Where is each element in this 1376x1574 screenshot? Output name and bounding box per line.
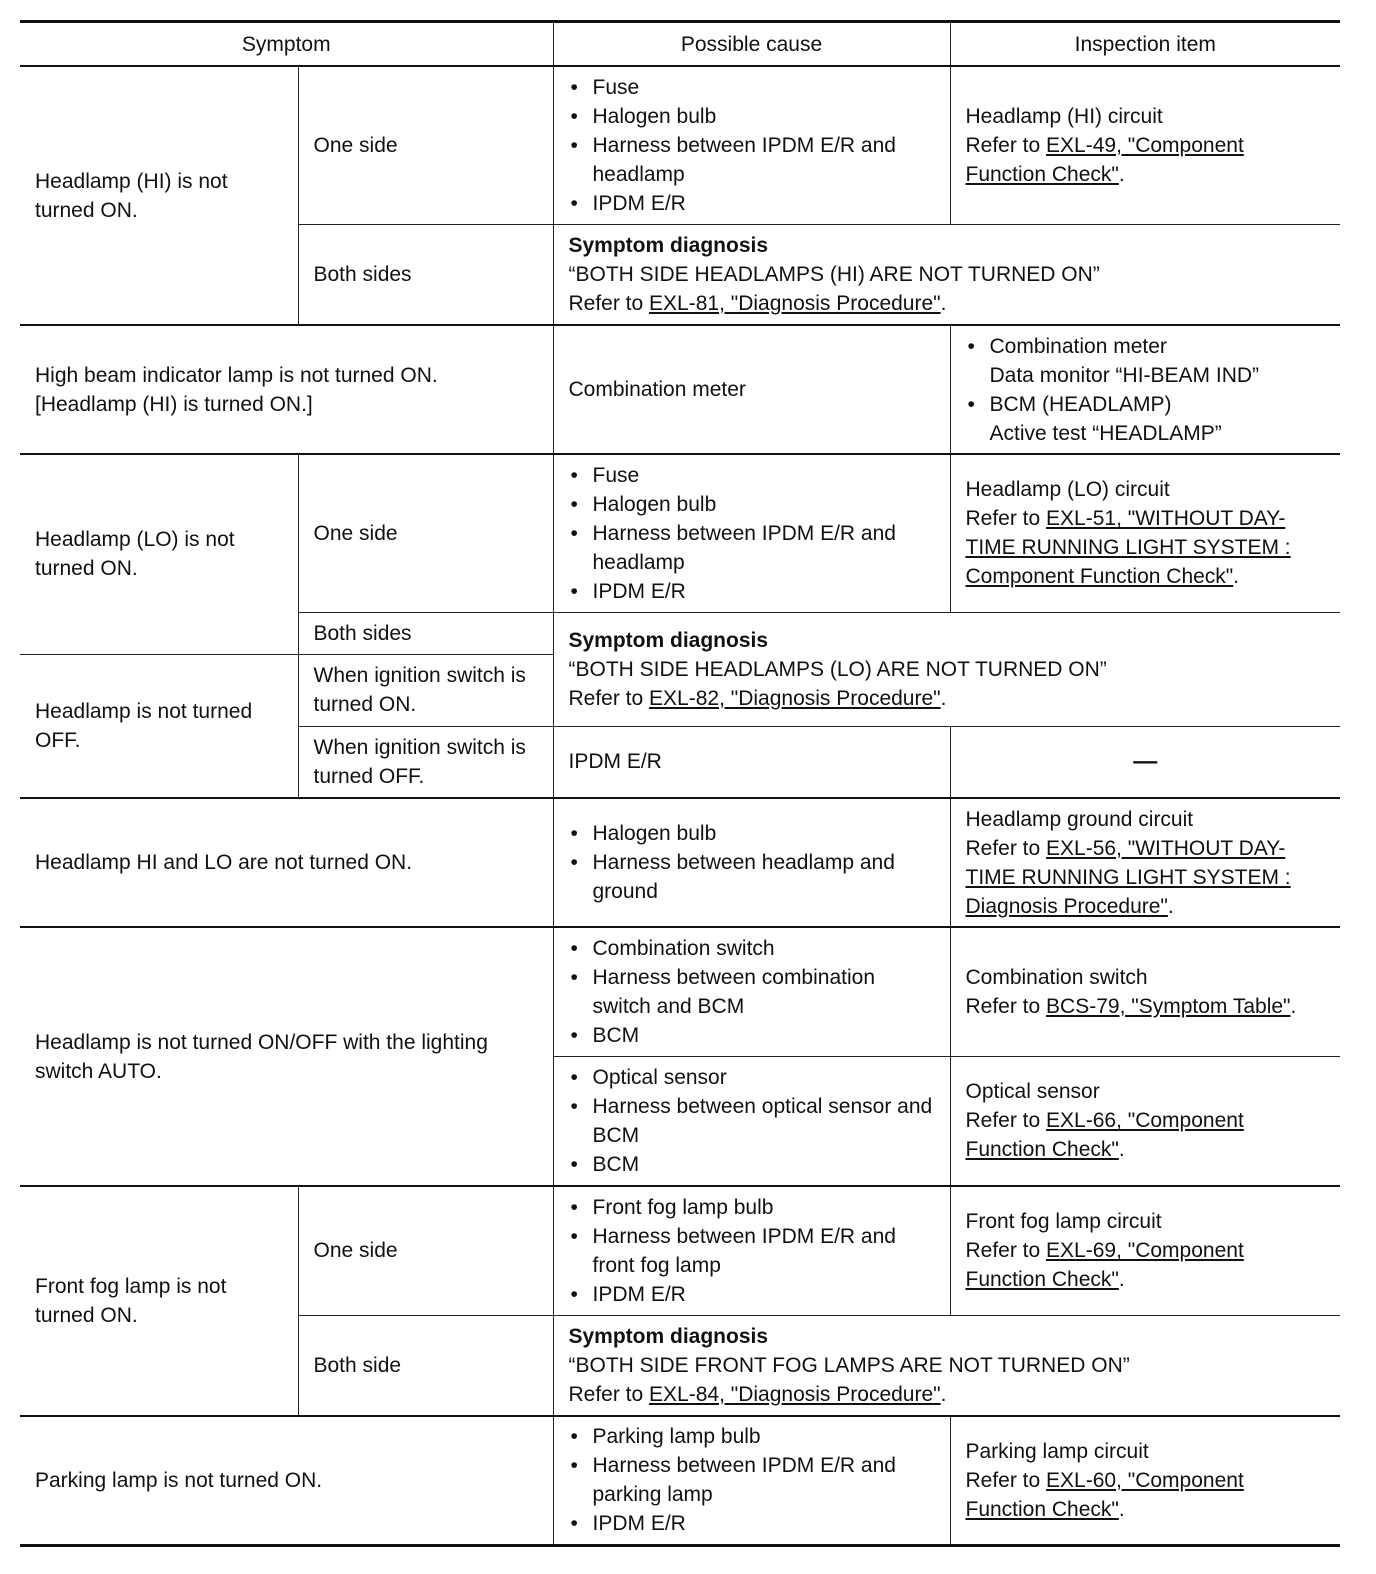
cause-list [569, 461, 935, 606]
header-possible-cause: Possible cause [553, 22, 950, 67]
cause-cell [553, 927, 950, 1056]
cause-list [569, 1422, 935, 1538]
cause-cell: Combination meter [553, 325, 950, 454]
cause-cell: IPDM E/R [553, 726, 950, 798]
symptom-cell: Parking lamp is not turned ON. [20, 1416, 553, 1545]
cause-cell [553, 1416, 950, 1545]
cause-cell [553, 1186, 950, 1315]
diagnosis-cell: Symptom diagnosis “BOTH SIDE FRONT FOG LAMPS ARE NOT TURNED ON” Refer to EXL-84, "Diagnosis Procedure". [553, 1315, 1340, 1416]
diagnosis-text: “BOTH SIDE HEADLAMPS (LO) ARE NOT TURNED ON” [568, 657, 1107, 681]
symptom-table [20, 20, 1340, 1547]
refer-label: Refer to [965, 507, 1041, 531]
refer-label: Refer to [965, 133, 1041, 157]
symptom-cell: Headlamp (LO) is not turned ON. [20, 454, 298, 654]
inspection-cell: Headlamp (HI) circuit Refer to EXL-49, "Component Function Check". [950, 66, 1340, 224]
table-row [20, 1416, 1340, 1545]
inspection-cell: Parking lamp circuit Refer to EXL-60, "Component Function Check". [950, 1416, 1340, 1545]
inspection-cell: Front fog lamp circuit Refer to EXL-69, "Component Function Check". [950, 1186, 1340, 1315]
side-cell: Both sides [298, 612, 553, 654]
condition-cell: When ignition switch is turned ON. [298, 654, 553, 726]
table-header-row [20, 22, 1340, 67]
list-item: • IPDM E/R [569, 1280, 935, 1309]
diagnosis-text: “BOTH SIDE FRONT FOG LAMPS ARE NOT TURNED ON” [568, 1353, 1130, 1377]
list-item: • Harness between combination switch and BCM [569, 963, 935, 1021]
table-row [20, 1186, 1340, 1315]
reference-link[interactable]: EXL-49, "Component Function Check" [965, 133, 1244, 186]
diagnosis-cell: Symptom diagnosis “BOTH SIDE HEADLAMPS (LO) ARE NOT TURNED ON” Refer to EXL-82, "Diagnosis Procedure". [553, 612, 1340, 726]
symptom-cell: Headlamp HI and LO are not turned ON. [20, 798, 553, 927]
list-item: • BCM [569, 1021, 935, 1050]
list-item: • Halogen bulb [569, 490, 935, 519]
inspection-title: Headlamp ground circuit [965, 807, 1194, 831]
list-item: • IPDM E/R [569, 1509, 935, 1538]
header-inspection-item: Inspection item [950, 22, 1340, 67]
refer-label: Refer to [965, 1468, 1041, 1492]
side-cell: Both sides [298, 224, 553, 325]
symptom-line: High beam indicator lamp is not turned ON. [35, 363, 438, 387]
inspection-title: Combination switch [965, 965, 1148, 989]
list-item: • Front fog lamp bulb [569, 1193, 935, 1222]
inspection-cell [950, 325, 1340, 454]
symptom-diagnosis-label: Symptom diagnosis [568, 233, 769, 257]
refer-label: Refer to [568, 686, 644, 710]
symptom-diagnosis-label: Symptom diagnosis [568, 1324, 769, 1348]
symptom-line: [Headlamp (HI) is turned ON.] [35, 392, 313, 416]
symptom-cell: Headlamp is not turned OFF. [20, 654, 298, 798]
inspection-cell: Combination switch Refer to BCS-79, "Symptom Table". [950, 927, 1340, 1056]
symptom-cell [20, 325, 553, 454]
side-cell: One side [298, 1186, 553, 1315]
list-item: • Harness between headlamp and ground [569, 848, 935, 906]
inspection-cell: — [950, 726, 1340, 798]
list-item: • Fuse [569, 461, 935, 490]
table-row [20, 66, 1340, 224]
list-item: • Harness between optical sensor and BCM [569, 1092, 935, 1150]
list-item: • Harness between IPDM E/R and front fog lamp [569, 1222, 935, 1280]
list-item: • IPDM E/R [569, 577, 935, 606]
list-item: • Combination meter Data monitor “HI-BEAM IND” [966, 332, 1326, 390]
inspection-list [966, 332, 1326, 448]
cause-list [569, 819, 935, 906]
cause-cell [553, 1056, 950, 1186]
reference-link[interactable]: BCS-79, "Symptom Table" [1046, 994, 1291, 1018]
list-item: • Optical sensor [569, 1063, 935, 1092]
reference-link[interactable]: EXL-60, "Component Function Check" [965, 1468, 1244, 1521]
list-item: • Parking lamp bulb [569, 1422, 935, 1451]
table-row [20, 927, 1340, 1056]
cause-list [569, 1063, 935, 1179]
side-cell: One side [298, 454, 553, 612]
cause-cell [553, 454, 950, 612]
refer-label: Refer to [568, 291, 644, 315]
inspection-title: Headlamp (LO) circuit [965, 478, 1170, 502]
symptom-diagnosis-label: Symptom diagnosis [568, 628, 769, 652]
reference-link[interactable]: EXL-51, "WITHOUT DAY-TIME RUNNING LIGHT SYSTEM : Component Function Check" [965, 507, 1291, 589]
reference-link[interactable]: EXL-69, "Component Function Check" [965, 1239, 1244, 1292]
symptom-cell: Headlamp (HI) is not turned ON. [20, 66, 298, 325]
inspection-title: Parking lamp circuit [965, 1439, 1149, 1463]
inspection-cell: Headlamp ground circuit Refer to EXL-56, "WITHOUT DAY-TIME RUNNING LIGHT SYSTEM : Diagnosis Procedure". [950, 798, 1340, 927]
cause-list [569, 1193, 935, 1309]
inspection-title: Optical sensor [965, 1080, 1100, 1104]
side-cell: One side [298, 66, 553, 224]
list-item: • Halogen bulb [569, 102, 935, 131]
refer-label: Refer to [965, 836, 1041, 860]
reference-link[interactable]: EXL-84, "Diagnosis Procedure" [649, 1382, 941, 1406]
list-item: • BCM [569, 1150, 935, 1179]
list-item: • Harness between IPDM E/R and parking lamp [569, 1451, 935, 1509]
cause-cell [553, 798, 950, 927]
list-item: • Fuse [569, 73, 935, 102]
table-row [20, 798, 1340, 927]
diagnosis-text: “BOTH SIDE HEADLAMPS (HI) ARE NOT TURNED ON” [568, 262, 1100, 286]
list-item: • Halogen bulb [569, 819, 935, 848]
condition-cell: When ignition switch is turned OFF. [298, 726, 553, 798]
cause-list [569, 934, 935, 1050]
refer-label: Refer to [965, 1239, 1041, 1263]
list-item: • BCM (HEADLAMP) Active test “HEADLAMP” [966, 390, 1326, 448]
inspection-cell: Headlamp (LO) circuit Refer to EXL-51, "WITHOUT DAY-TIME RUNNING LIGHT SYSTEM : Component Function Check". [950, 454, 1340, 612]
refer-label: Refer to [965, 994, 1041, 1018]
list-item: • IPDM E/R [569, 189, 935, 218]
diagnosis-cell: Symptom diagnosis “BOTH SIDE HEADLAMPS (HI) ARE NOT TURNED ON” Refer to EXL-81, "Diagnosis Procedure". [553, 224, 1340, 325]
refer-label: Refer to [568, 1382, 644, 1406]
list-item: • Harness between IPDM E/R and headlamp [569, 131, 935, 189]
side-cell: Both side [298, 1315, 553, 1416]
symptom-cell: Headlamp is not turned ON/OFF with the lighting switch AUTO. [20, 927, 553, 1186]
reference-link[interactable]: EXL-66, "Component Function Check" [965, 1109, 1244, 1162]
reference-link[interactable]: EXL-81, "Diagnosis Procedure" [649, 291, 941, 315]
table-row [20, 325, 1340, 454]
inspection-title: Headlamp (HI) circuit [965, 104, 1163, 128]
list-item: • Harness between IPDM E/R and headlamp [569, 519, 935, 577]
header-symptom: Symptom [20, 22, 553, 67]
list-item: • Combination switch [569, 934, 935, 963]
cause-cell [553, 66, 950, 224]
symptom-cell: Front fog lamp is not turned ON. [20, 1186, 298, 1416]
cause-list [569, 73, 935, 218]
inspection-cell: Optical sensor Refer to EXL-66, "Component Function Check". [950, 1056, 1340, 1186]
inspection-title: Front fog lamp circuit [965, 1210, 1162, 1234]
reference-link[interactable]: EXL-82, "Diagnosis Procedure" [649, 686, 941, 710]
reference-link[interactable]: EXL-56, "WITHOUT DAY-TIME RUNNING LIGHT SYSTEM : Diagnosis Procedure" [965, 836, 1291, 918]
table-row [20, 454, 1340, 612]
refer-label: Refer to [965, 1109, 1041, 1133]
